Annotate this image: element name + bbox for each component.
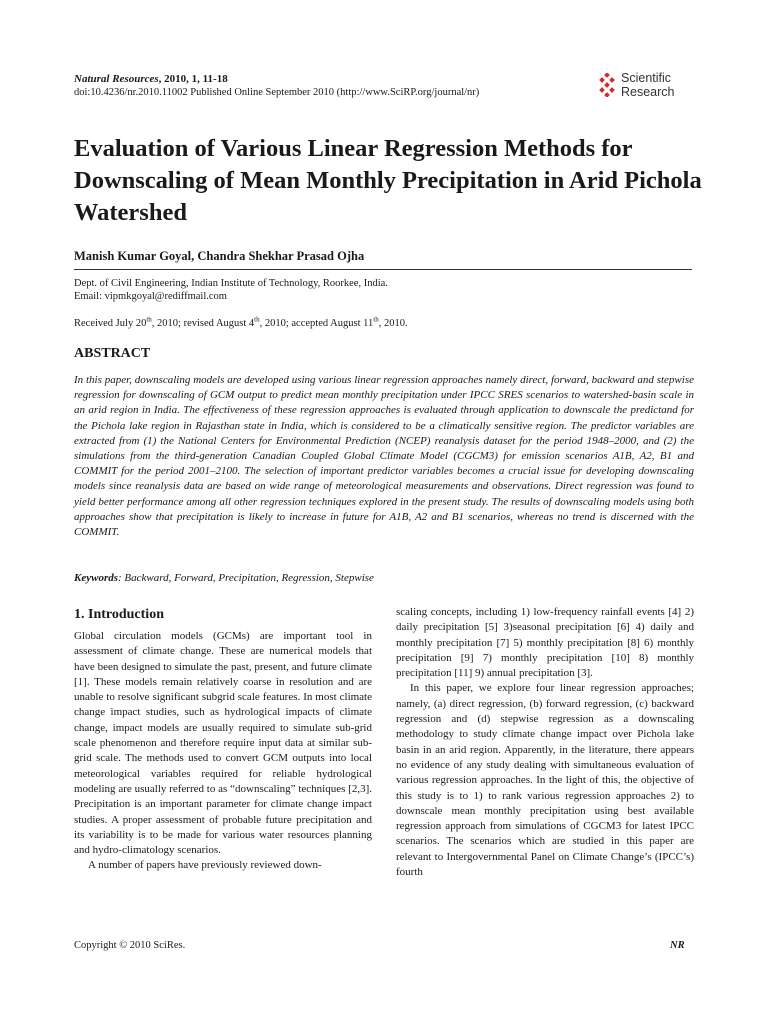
affiliation-block	[74, 277, 388, 303]
received-dates	[74, 317, 408, 330]
footer-journal-abbr: NR	[670, 940, 685, 951]
paragraph: Global circulation models (GCMs) are important tool in assessment of climate change. These are numerical models that have been designed to simulate the past, present, and future climate [1]. These models remain relatively coarse in resolution and are unable to resolve significant subgrid scale features. In most climate change impact studies, such as hydrological impacts of climate change, impact models are usually required to simulate sub-grid scale phenomenon and therefore require input data at similar sub-grid scale. The methods used to convert GCM outputs into local meteorological variables required for reliable hydrological modeling are usually referred to as “downscaling” techniques [2,3]. Precipitation is an important parameter for climate change impact studies. A proper assessment of probable future precipitation and its variability is to be made for various water resources planning and hydro-climatology scenarios.	[74, 630, 372, 857]
revised-part: , 2010; revised August 4	[151, 318, 255, 329]
paper-title: Evaluation of Various Linear Regression Methods for Downscaling of Mean Monthly Precipitation in Arid Pichola Watershed	[74, 135, 702, 226]
logo-text	[621, 71, 675, 99]
journal-name: Natural Resources	[74, 73, 159, 85]
paragraph: scaling concepts, including 1) low-frequency rainfall events [4] 2) daily precipitation [5] 3)seasonal precipitation [6] 4) daily and monthly precipitation [7] 5) monthly precipitation [8] 6) monthly precipitation [9] 7) monthly precipitation [10] 8) monthly precipitation [11] 9) annual precipitation [3].	[396, 606, 694, 680]
doi-line: doi:10.4236/nr.2010.11002 Published Online September 2010 (http://www.SciRP.org/journal/nr)	[74, 87, 480, 98]
logo-diamond-icon	[597, 73, 617, 97]
divider	[74, 269, 692, 270]
affiliation: Dept. of Civil Engineering, Indian Institute of Technology, Roorkee, India.	[74, 278, 388, 289]
section-heading: 1. Introduction	[74, 607, 164, 622]
received-part: Received July 20	[74, 318, 147, 329]
scientific-research-logo	[597, 71, 707, 101]
journal-citation	[74, 72, 228, 86]
keywords	[74, 571, 374, 585]
paragraph: A number of papers have previously reviewed down-	[88, 859, 322, 872]
keywords-label: Keywords	[74, 572, 118, 584]
paragraph: In this paper, we explore four linear regression approaches; namely, (a) direct regression, (b) forward regression, (c) backward regression and (d) stepwise regression as a downscaling methodology to study climate change impact over Pichola lake basin in an arid region. Apparently, in the literature, there appears no evidence of any study dealing with simultaneous evaluation of various regression approaches. In the light of this, the objective of this study is to 1) to rank various regression approaches 2) to downscale mean monthly precipitation using best available regression approach from simulations of CGCM3 for latest IPCC scenarios. The scenarios which are studied in this paper are relevant to Intergovernmental Panel on Climate Change’s (IPCC’s) fourth	[396, 682, 694, 879]
abstract-text: In this paper, downscaling models are developed using various linear regression approaches namely direct, forward, backward and stepwise regression for downscaling of GCM output to predict mean monthly precipitation under IPCC SRES scenarios to watershed-basin scale in an arid region in India. The effectiveness of these regression approaches is evaluated through application to downscale the predictand for the Pichola lake region in Rajasthan state in India, which is considered to be a climatically sensitive region. The predictor variables are extracted from (1) the National Centers for Environmental Prediction (NCEP) reanalysis dataset for the period 1948–2000, and (2) the simulations from the third-generation Canadian Coupled Global Climate Model (CGCM3) for emission scenarios A1B, A2, B1 and COMMIT for the period 2001–2100. The selection of important predictor variables becomes a crucial issue for developing downscaling models since reanalysis data are based on wide range of meteorological measurements and observations. Direct regression was found to yield better performance among all other regression techniques explored in the present study. The results of downscaling models using both approaches show that precipitation is likely to increase in future for A1B, A2 and B1 scenarios, whereas no trend is discerned with the COMMIT.	[74, 374, 694, 539]
accepted-sup: th	[373, 315, 379, 324]
received-end: , 2010.	[378, 318, 408, 329]
logo-line-2: Research	[621, 85, 675, 99]
footer-copyright: Copyright © 2010 SciRes.	[74, 940, 186, 951]
email: Email: vipmkgoyal@rediffmail.com	[74, 291, 227, 302]
abstract-heading: ABSTRACT	[74, 346, 151, 361]
revised-sup: th	[254, 315, 260, 324]
authors: Manish Kumar Goyal, Chandra Shekhar Prasad Ojha	[74, 249, 365, 263]
accepted-part: , 2010; accepted August 11	[259, 318, 374, 329]
keywords-list: : Backward, Forward, Precipitation, Regression, Stepwise	[118, 572, 374, 584]
journal-volume: , 2010, 1, 11-18	[158, 73, 228, 85]
left-column	[74, 629, 372, 874]
logo-line-1: Scientific	[621, 71, 672, 85]
received-sup: th	[146, 315, 152, 324]
right-column	[396, 605, 694, 880]
